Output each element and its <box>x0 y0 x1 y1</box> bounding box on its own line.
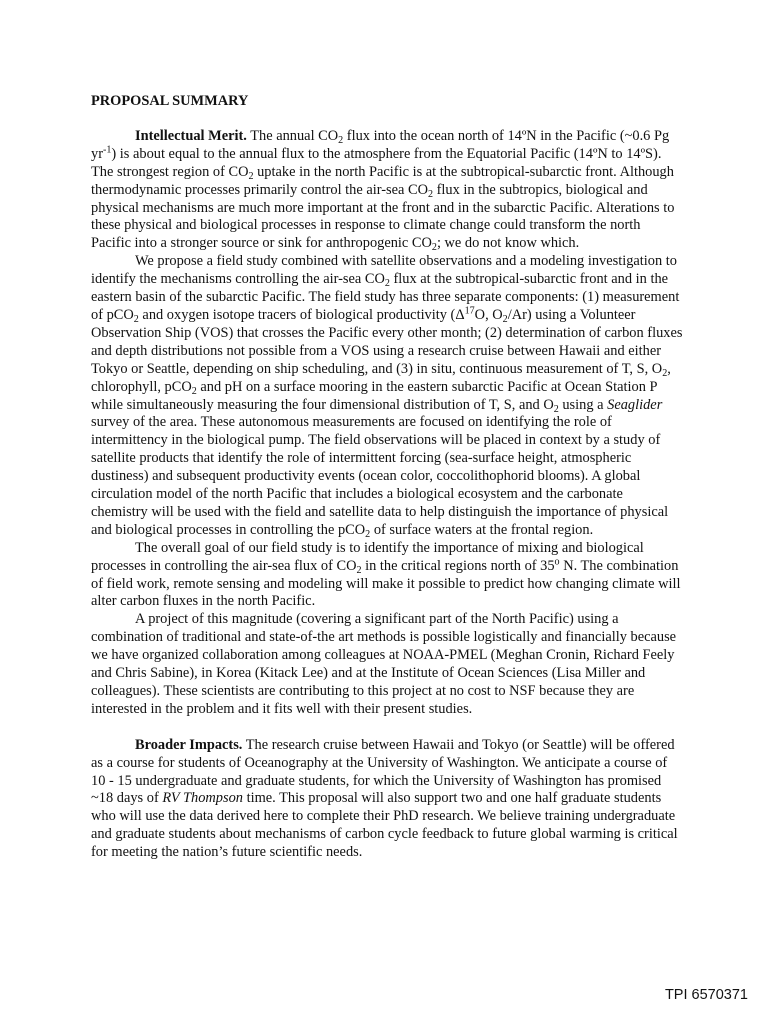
proposal-summary-page <box>91 93 683 862</box>
paragraph-text: A project of this magnitude (covering a significant part of the North Pacific) using a combination of traditional and state-of-the art methods is possible logistically and financially because we have organized collaboration among colleagues at NOAA-PMEL (Meghan Cronin, Richard Feely and Chris Sabine), in Korea (Kitack Lee) and at the Institute of Ocean Sciences (Lisa Miller and colleagues). These scientists are contributing to this project at no cost to NSF because they are interested in the problem and it fits well with their present studies. <box>91 611 677 717</box>
subscript: 2 <box>431 242 437 254</box>
superscript: o <box>554 556 560 568</box>
paragraph-text: The annual CO <box>250 127 339 144</box>
subscript: 2 <box>428 188 434 200</box>
paragraph-text: flux at the subtropical-subarctic front and in the eastern basin of the subarctic Pacific. The field study has three separate components: (1) measurement of pCO <box>91 271 680 323</box>
paragraph-text: time. This proposal will also support two and one half graduate students who will use the data derived here to complete their PhD research. We believe training undergraduate and graduate students about mechanisms of carbon cycle feedback to future global warming is critical for meeting the nation’s future scientific needs. <box>91 790 678 861</box>
paragraph-text: ; we do not know which. <box>436 235 580 252</box>
subscript: 2 <box>133 313 139 325</box>
paragraph-text: flux into the ocean north of 14ºN in the Pacific (~0.6 Pg yr <box>91 127 670 162</box>
italic-text: RV Thompson <box>162 790 243 807</box>
paragraph-text: O, O <box>474 306 503 323</box>
summary-paragraph <box>91 128 683 253</box>
subscript: 2 <box>338 134 344 146</box>
paragraph-text: survey of the area. These autonomous measurements are focused on identifying the role of intermittency in the biological pump. The field observations will be placed in context by a study of satellite products that identify the role of intermittent forcing (sea-surface height, atmospheric dustiness) and subsequent productivity events (ocean color, coccolithophorid blooms). A global circulation model of the north Pacific that includes a biological ecosystem and the carbonate chemistry will be used with the field and satellite data to help distinguish the importance of physical and biological processes in controlling the pCO <box>91 414 669 538</box>
summary-paragraph <box>91 253 683 540</box>
subscript: 2 <box>248 170 254 182</box>
paragraph-text: The research cruise between Hawaii and Tokyo (or Seattle) will be offered as a course for students of Oceanography at the University of Washington. We anticipate a course of 10 - 15 undergraduate and graduate students, for which the University of Washington has promised ~18 days of <box>91 736 675 807</box>
subscript: 2 <box>356 564 362 576</box>
document-id: TPI 6570371 <box>664 987 748 1003</box>
superscript: -1 <box>103 144 112 156</box>
paragraph-text: and pH on a surface mooring in the eastern subarctic Pacific at Ocean Station P while simultaneously measuring the four dimensional distribution of T, S, and O <box>91 378 657 413</box>
paragraph-text: N. The combination of field work, remote sensing and modeling will make it possible to predict how changing climate will alter carbon fluxes in the north Pacific. <box>91 557 681 610</box>
paragraph-text: flux in the subtropics, biological and physical mechanisms are much more important at the front and in the subarctic Pacific. Alterations to these physical and biological processes in response to climate change could transform the north Pacific into a stronger source or sink for anthropogenic CO <box>91 181 675 252</box>
subscript: 2 <box>502 313 508 325</box>
paragraph-text: ) is about equal to the annual flux to the atmosphere from the Equatorial Pacific (14ºN to 14ºS). The strongest region of CO <box>91 145 662 180</box>
paragraph-text: of surface waters at the frontal region. <box>370 521 594 538</box>
paragraph-text: We propose a field study combined with satellite observations and a modeling investigation to identify the mechanisms controlling the air-sea CO <box>91 253 677 288</box>
summary-body <box>91 128 683 862</box>
summary-paragraph <box>91 611 683 718</box>
page-title: PROPOSAL SUMMARY <box>91 93 249 109</box>
subscript: 2 <box>191 385 197 397</box>
italic-text: Seaglider <box>607 396 663 413</box>
paragraph-text: , chlorophyll, pCO <box>91 360 671 395</box>
section-run-in-heading: Broader Impacts. <box>135 736 243 753</box>
paragraph-text: /Ar) using a Volunteer Observation Ship (VOS) that crosses the Pacific every other month; (2) determination of carbon fluxes and depth distributions not possible from a VOS using a research cruise between Hawaii and either Tokyo or Seattle, depending on ship scheduling, and (3) in situ, continuous measurement of T, S, O <box>91 306 683 377</box>
summary-paragraph <box>91 540 683 612</box>
subscript: 2 <box>365 528 371 540</box>
paragraph-text: uptake in the north Pacific is at the subtropical-subarctic front. Although thermodynamic processes primarily control the air-sea CO <box>91 163 674 198</box>
subscript: 2 <box>662 367 668 379</box>
summary-paragraph <box>91 737 683 862</box>
superscript: 17 <box>464 305 475 317</box>
paragraph-text: in the critical regions north of 35 <box>361 557 555 574</box>
paragraph-text: and oxygen isotope tracers of biological productivity (Δ <box>138 306 465 323</box>
subscript: 2 <box>384 278 390 290</box>
paragraph-text: using a <box>558 396 608 413</box>
section-run-in-heading: Intellectual Merit. <box>135 127 247 144</box>
subscript: 2 <box>553 403 559 415</box>
paragraph-text: The overall goal of our field study is to identify the importance of mixing and biological processes in controlling the air-sea flux of CO <box>91 539 644 574</box>
